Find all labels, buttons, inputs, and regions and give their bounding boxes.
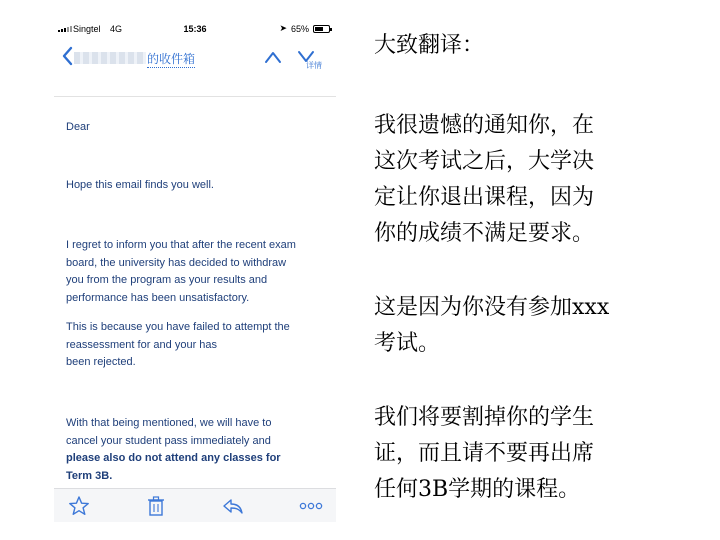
- status-bar: [54, 18, 336, 40]
- email-paragraph-pass: With that being mentioned, we will have to cancel your student pass immediately and: [66, 417, 272, 447]
- translation-heading: 大致翻译：: [374, 33, 485, 58]
- email-opening-line: Hope this email finds you well.: [66, 179, 214, 191]
- previous-message-icon[interactable]: [264, 50, 282, 64]
- mail-toolbar: [54, 488, 336, 522]
- location-icon: ➤: [279, 23, 287, 33]
- trash-icon[interactable]: [145, 495, 167, 517]
- redacted-account-name: [74, 52, 146, 64]
- translation-paragraph-pass: 我们将要割掉你的学生 证，而且请不要再出席 任何3B学期的课程。: [374, 405, 595, 502]
- details-link[interactable]: 详情: [306, 61, 322, 70]
- translation-paragraph-withdrawal: 我很遗憾的通知你，在 这次考试之后，大学决 定让你退出课程，因为 你的成绩不满足要求。: [374, 113, 595, 246]
- header-divider: [54, 96, 336, 97]
- mail-nav-bar: [54, 40, 336, 78]
- status-time: 15:36: [183, 24, 207, 34]
- star-icon[interactable]: [68, 495, 90, 517]
- back-chevron-icon[interactable]: [61, 46, 73, 66]
- translation-paragraph-reason: 这是因为你没有参加xxx 考试。: [374, 295, 610, 356]
- email-paragraph-classes: please also do not attend any classes for Term 3B.: [66, 452, 281, 482]
- email-paragraph-reason: This is because you have failed to attempt the reassessment for and your has been rejected.: [66, 321, 290, 368]
- carrier-name: Singtel: [73, 24, 101, 34]
- network-type: 4G: [110, 24, 123, 34]
- more-icon[interactable]: [298, 495, 324, 517]
- email-greeting: Dear: [66, 121, 90, 133]
- inbox-back-link[interactable]: 的收件箱: [147, 52, 196, 66]
- reply-icon[interactable]: [222, 495, 244, 517]
- battery-icon: [313, 25, 330, 33]
- email-paragraph-withdrawal: I regret to inform you that after the recent exam board, the university has decided to withdraw you from the program as your results and performance has been unsatisfactory.: [66, 239, 296, 304]
- email-screenshot: [54, 18, 336, 522]
- battery-percent: 65%: [290, 23, 309, 34]
